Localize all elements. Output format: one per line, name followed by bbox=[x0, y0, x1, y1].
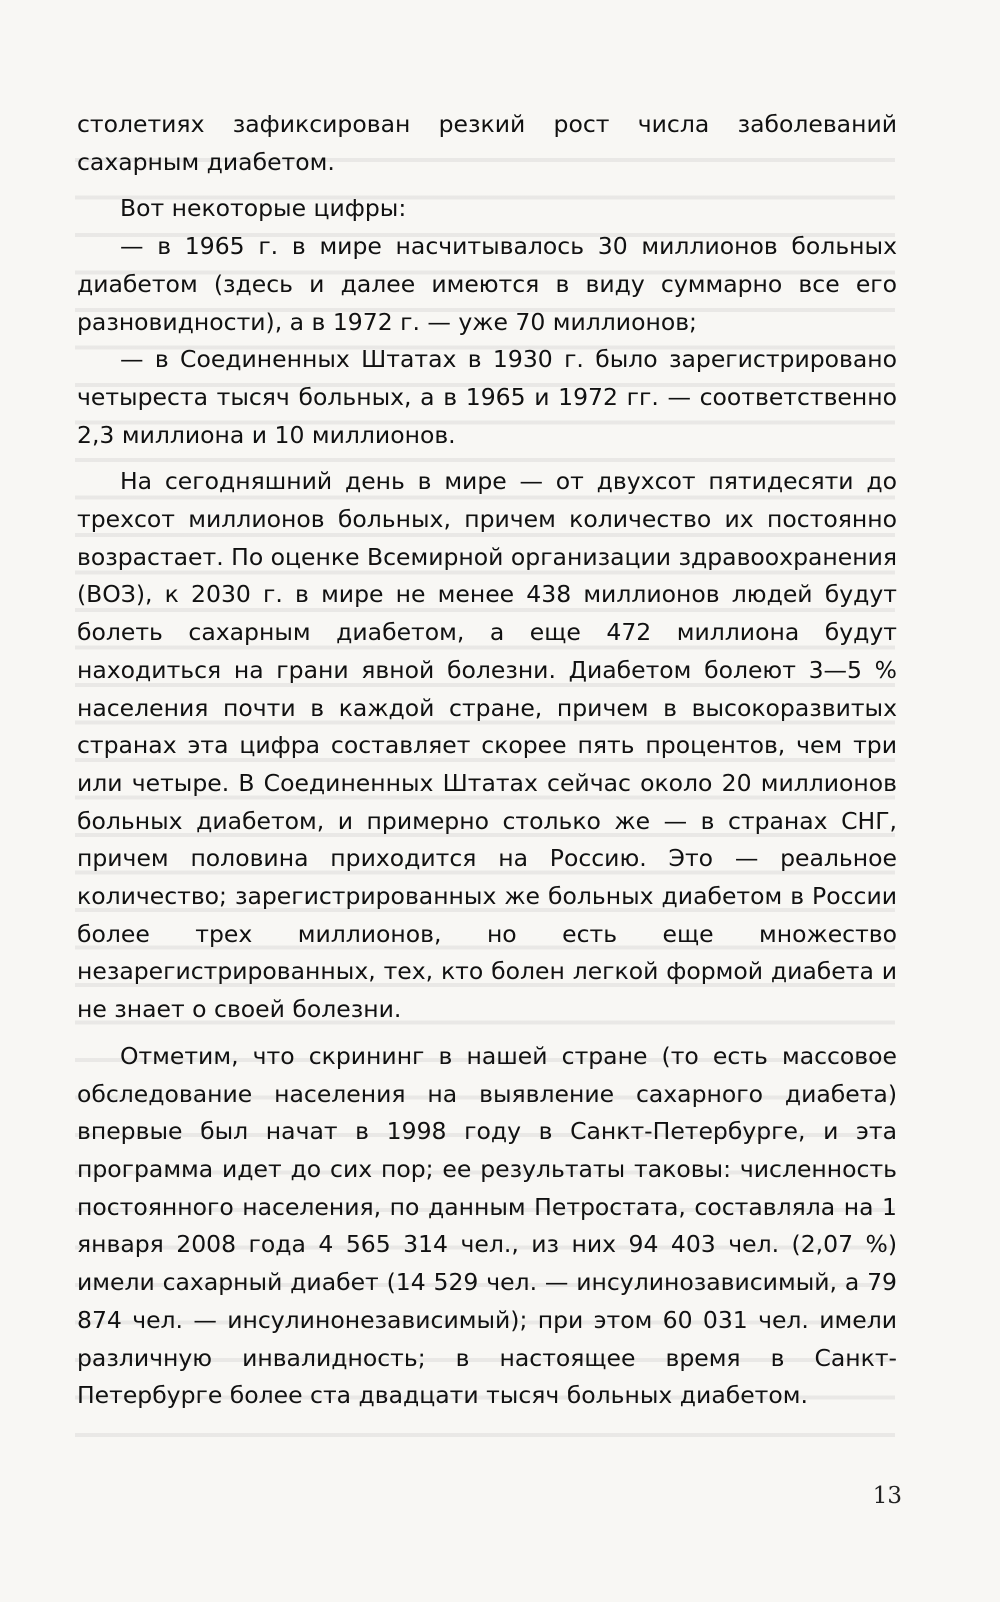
paragraph-figures-intro: Вот некоторые цифры: bbox=[120, 194, 407, 223]
body-text bbox=[77, 106, 897, 1415]
list-item-usa-1930: — в Соединенных Штатах в 1930 г. было зарегистрировано четыреста тысяч больных, а в 1965 и 1972 гг. — соответственно 2,3 миллиона и 10 миллионов. bbox=[77, 345, 897, 449]
paragraph-continuation: столетиях зафиксирован резкий рост числа заболеваний сахарным диабетом. bbox=[77, 110, 897, 176]
list-item-world-1965: — в 1965 г. в мире насчитывалось 30 миллионов больных диабетом (здесь и далее имеются в виду суммарно все его разновидности), а в 1972 г. — уже 70 миллионов; bbox=[77, 232, 897, 336]
page-number: 13 bbox=[872, 1483, 902, 1509]
paragraph-today: На сегодняшний день в мире — от двухсот пятидесяти до трехсот миллионов больных, причем количество их постоянно возрастает. По оценке Всемирной организации здравоохранения (ВОЗ), к 2030 г. в мире не менее 438 миллионов людей будут болеть сахарным диабетом, а еще 472 миллиона будут находиться на грани явной болезни. Диабетом болеют 3—5 % населения почти в каждой стране, причем в высокоразвитых странах эта цифра составляет скорее пять процентов, чем три или четыре. В Соединенных Штатах сейчас около 20 миллионов больных диабетом, и примерно столько же — в странах СНГ, причем половина приходится на Россию. Это — реальное количество; зарегистрированных же больных диабетом в России более трех миллионов, но есть еще множество незарегистрированных, тех, кто болен легкой формой диабета и не знает о своей болезни. bbox=[77, 467, 897, 1024]
paragraph-screening: Отметим, что скрининг в нашей стране (то есть массовое обследование населения на выявление сахарного диабета) впервые был начат в 1998 году в Санкт-Петербурге, и эта программа идет до сих пор; ее результаты таковы: численность постоянного населения, по данным Петростата, составляла на 1 января 2008 года 4 565 314 чел., из них 94 403 чел. (2,07 %) имели сахарный диабет (14 529 чел. — инсулинозависимый, а 79 874 чел. — инсулинонезависимый); при этом 60 031 чел. имели различную инвалидность; в настоящее время в Санкт-Петербурге более ста двадцати тысяч больных диабетом. bbox=[77, 1041, 897, 1410]
